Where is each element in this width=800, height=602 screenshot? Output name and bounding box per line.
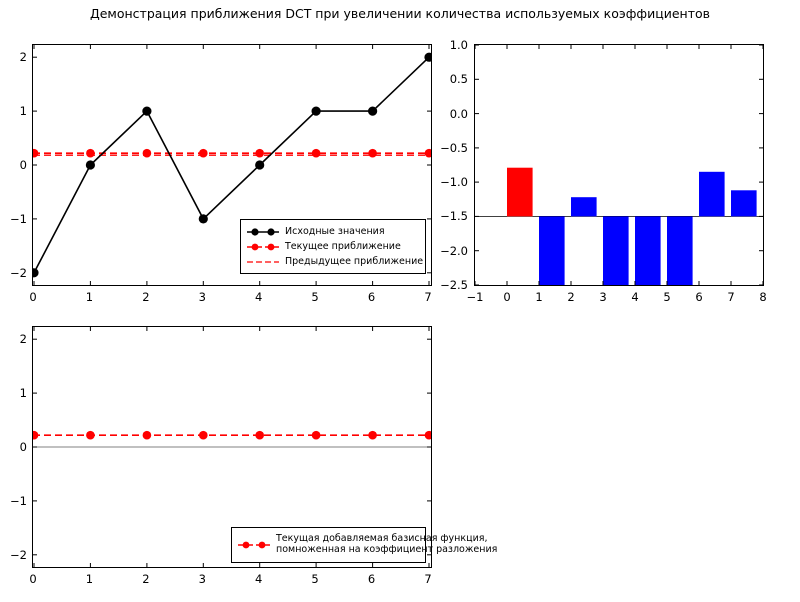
coeff-xtick-3: 3: [599, 290, 607, 304]
basis-xtick-2: 2: [142, 572, 150, 586]
coeff-ytick--0.5: −0.5: [440, 140, 468, 155]
legend-label-basis-line1: Текущая добавляемая базисная функция,: [276, 533, 488, 545]
signal-xtick-1: 1: [85, 290, 94, 304]
coeff-xtick--1: −1: [466, 290, 484, 304]
basis-xtick-6: 6: [367, 572, 376, 586]
coefficients-plot-svg: [475, 45, 763, 285]
bar-6: [699, 172, 725, 217]
legend-row-basis: [237, 532, 498, 558]
signal-xtick-0: 0: [29, 290, 37, 304]
coeff-xtick-8: 8: [759, 290, 767, 304]
chart-dct-coefficients: [474, 44, 764, 286]
signal-xtick-5: 5: [311, 290, 319, 304]
signal-xtick-2: 2: [142, 290, 150, 304]
legend-basis-panel: [231, 527, 498, 563]
legend-sample-current-dashed-marker: [246, 241, 280, 253]
basis-ytick-2: 2: [19, 332, 27, 347]
basis-xtick-3: 3: [198, 572, 206, 586]
signal-xtick-6: 6: [367, 290, 376, 304]
coeff-ytick--2.5: −2.5: [440, 278, 468, 292]
signal-ytick--1: −1: [10, 211, 27, 226]
legend-label-basis-line2: помноженная на коэффициент разложения: [276, 544, 498, 555]
basis-xtick-5: 5: [311, 572, 319, 586]
bar-4: [635, 216, 661, 285]
coeff-xtick-2: 2: [567, 290, 575, 304]
coeff-xtick-1: 1: [535, 290, 543, 304]
legend-signal-panel: [240, 219, 426, 274]
figure-title: Демонстрация приближения DCT при увеличении количества используемых коэффициентов: [89, 6, 711, 21]
legend-sample-basis-dashed-marker: [237, 539, 271, 551]
signal-xtick-7: 7: [424, 290, 432, 304]
signal-ytick-2: 2: [19, 50, 27, 65]
coeff-xtick-0: 0: [503, 290, 511, 304]
signal-xtick-3: 3: [198, 290, 206, 304]
legend-sample-previous-dashed: [246, 256, 280, 268]
basis-ytick-1: 1: [19, 386, 27, 401]
legend-row-original: [246, 224, 420, 239]
coeff-xtick-6: 6: [695, 290, 703, 304]
coeff-ytick--2.0: −2.0: [440, 243, 468, 258]
basis-xtick-1: 1: [85, 572, 94, 586]
legend-row-current: [246, 239, 420, 254]
coeff-xtick-5: 5: [663, 290, 671, 304]
legend-sample-original-line-marker: [246, 226, 280, 238]
legend-label-original: Исходные значения: [285, 225, 385, 237]
coefficients-plot-area: [475, 45, 763, 285]
coeff-xtick-7: 7: [727, 290, 735, 304]
legend-label-current: Текущее приближение: [285, 240, 401, 252]
bar-7: [731, 190, 757, 216]
coeff-xtick-4: 4: [631, 290, 639, 304]
bar-1: [539, 216, 565, 285]
legend-row-previous: [246, 254, 424, 269]
coeff-ytick-1.0: 1.0: [449, 38, 468, 52]
signal-ytick--2: −2: [10, 265, 27, 280]
bar-3: [603, 216, 629, 285]
bars-group: [507, 168, 757, 285]
signal-ytick-1: 1: [19, 104, 27, 119]
bar-2: [571, 197, 597, 216]
signal-xtick-4: 4: [255, 290, 263, 304]
basis-xtick-4: 4: [255, 572, 263, 586]
legend-label-basis: [276, 534, 497, 556]
coeff-ytick--1.5: −1.5: [440, 209, 468, 224]
basis-ytick-0: 0: [19, 440, 27, 454]
coeff-ytick--1.0: −1.0: [440, 175, 468, 190]
basis-ytick--2: −2: [10, 547, 27, 562]
coeff-ytick-0.5: 0.5: [449, 72, 468, 87]
coeff-ytick-0.0: 0.0: [449, 106, 468, 121]
bar-0: [507, 168, 533, 217]
basis-xtick-0: 0: [29, 572, 37, 586]
bar-5: [667, 216, 693, 285]
legend-label-previous: Предыдущее приближение: [285, 255, 424, 267]
basis-ytick--1: −1: [10, 493, 27, 508]
basis-xtick-7: 7: [424, 572, 432, 586]
signal-ytick-0: 0: [19, 158, 27, 172]
